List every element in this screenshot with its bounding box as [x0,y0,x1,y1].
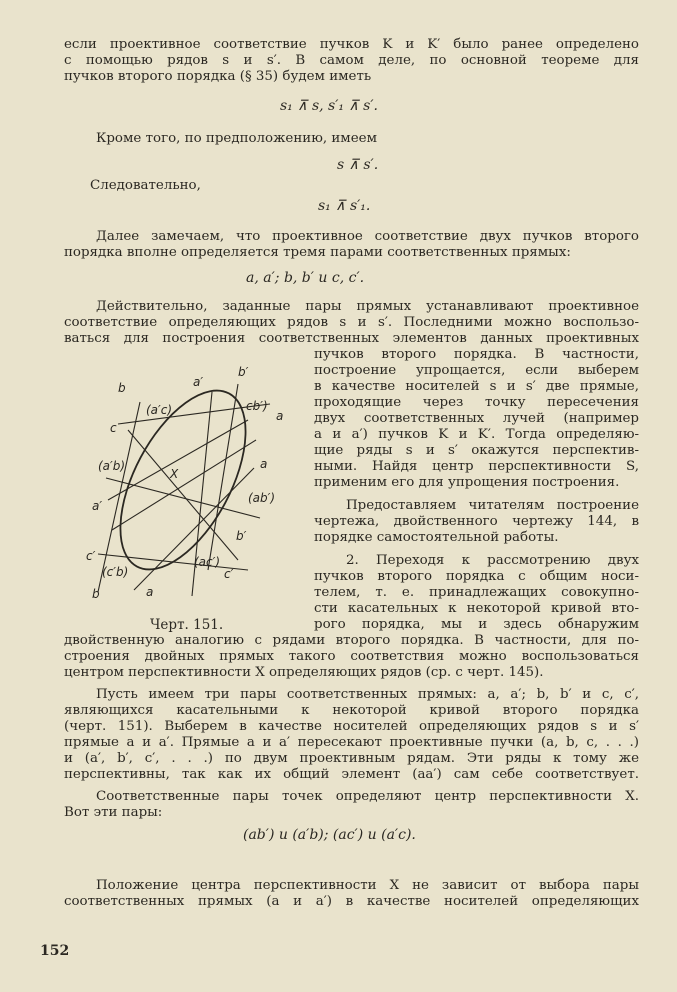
label-x: X [170,467,179,481]
label-a-right: a [260,457,268,471]
label-b: b [118,381,126,395]
label-a: a [276,409,284,423]
label-ac-prime: (ac′) [194,555,221,569]
text-line: Кроме того, по предположению, имеем [96,131,377,146]
text-line: (черт. 151). Выберем в качестве носителей определяющих рядов s и s′ [64,719,639,734]
text-line: сти касательных к некоторой кривой вто- [314,601,639,616]
page-number: 152 [40,943,70,959]
text-line: строения двойных прямых такого соответствия можно воспользоваться [64,649,639,664]
label-ab-prime: (ab′) [248,491,276,505]
text-line: ными. Найдя центр перспективности S, [314,459,639,474]
label-b-prime-mid: b′ [236,529,247,543]
label-a-bottom: a [146,585,154,599]
text-line: перспективны, так как их общий элемент (aa′) сам себе соответствует. [64,767,639,782]
text-line: рого порядка, мы и здесь обнаружим [314,617,639,632]
text-line: если проективное соответствие пучков K и K′ было ранее определено [64,37,639,52]
text-line: Далее замечаем, что проективное соответствие двух пучков второго [96,229,639,244]
text-line: Положение центра перспективности X не зависит от выбора пары [96,878,639,893]
text-line: порядка вполне определяется тремя парами соответственных прямых: [64,245,571,260]
label-a-prime: a′ [193,375,204,389]
text-line: двойственную аналогию с рядами второго порядка. В частности, для по- [64,633,639,648]
text-line: телем, т. е. принадлежащих совокупно- [314,585,639,600]
text-line: применим его для упрощения построения. [314,475,620,490]
formula: (ab′) и (a′b); (ac′) и (a′c). [243,827,416,843]
formula: a, a′; b, b′ и c, c′. [246,270,365,286]
text-line: a и a′) пучков K и K′. Тогда определяю- [314,427,639,442]
label-b-bottom: b [92,587,100,601]
text-line: порядке самостоятельной работы. [314,530,559,545]
formula: s₁ ⊼ s, s′₁ ⊼ s′. [280,98,378,114]
label-c-prime-left: c′ [86,549,96,563]
formula: s₁ ⊼ s′₁. [318,198,371,214]
label-a-prime-c: (a′c) [146,403,173,417]
text-line: чертежа, двойственного чертежу 144, в [314,514,639,529]
label-b-prime: b′ [238,365,249,379]
text-line: центром перспективности X определяющих рядов (ср. с черт. 145). [64,665,544,680]
formula: s ⊼ s′. [337,157,379,173]
text-line: пучков второго порядка. В частности, [314,347,639,362]
text-line: с помощью рядов s и s′. В самом деле, по основной теореме для [64,53,639,68]
text-line: Вот эти пары: [64,805,163,820]
label-cb-prime: cb′) [246,399,268,413]
text-line: проходящие через точку пересечения [314,395,639,410]
text-line: Предоставляем читателям построение [346,498,639,513]
text-line: 2. Переходя к рассмотрению двух [346,553,639,568]
text-line: ваться для построения соответственных элементов данных проективных [64,331,639,346]
text-line: соответствие определяющих рядов s и s′. Последними можно воспользо- [64,315,639,330]
label-c-prime-b: (c′b) [102,565,129,579]
text-line: Следовательно, [90,178,201,193]
text-line: в качестве носителей s и s′ две прямые, [314,379,639,394]
label-a-prime-left: a′ [92,499,103,513]
text-line: Соответственные пары точек определяют центр перспективности X. [96,789,639,804]
figure-caption: Черт. 151. [150,617,224,633]
text-line: являющихся касательными к некоторой кривой второго порядка [64,703,639,718]
text-line: щие ряды s и s′ окажутся перспектив- [314,443,639,458]
text-line: построение упрощается, если выберем [314,363,639,378]
text-line: пучков второго порядка с общим носи- [314,569,639,584]
text-line: и (a′, b′, c′, . . .) по двум проективным рядам. Эти ряды к тому же [64,751,639,766]
text-line: соответственных прямых (a и a′) в качестве носителей определяющих [64,894,639,909]
label-c: c [110,421,117,435]
figure-151 [88,360,303,610]
text-line: прямые a и a′. Прямые a и a′ пересекают проективные пучки (a, b, c, . . .) [64,735,639,750]
text-line: Действительно, заданные пары прямых устанавливают проективное [96,299,639,314]
text-line: пучков второго порядка (§ 35) будем иметь [64,69,372,84]
text-line: двух соответственных лучей (например [314,411,639,426]
text-line: Пусть имеем три пары соответственных прямых: a, a′; b, b′ и c, c′, [96,687,639,702]
label-a-prime-b: (a′b) [98,459,126,473]
label-c-prime-right: c′ [224,567,234,581]
